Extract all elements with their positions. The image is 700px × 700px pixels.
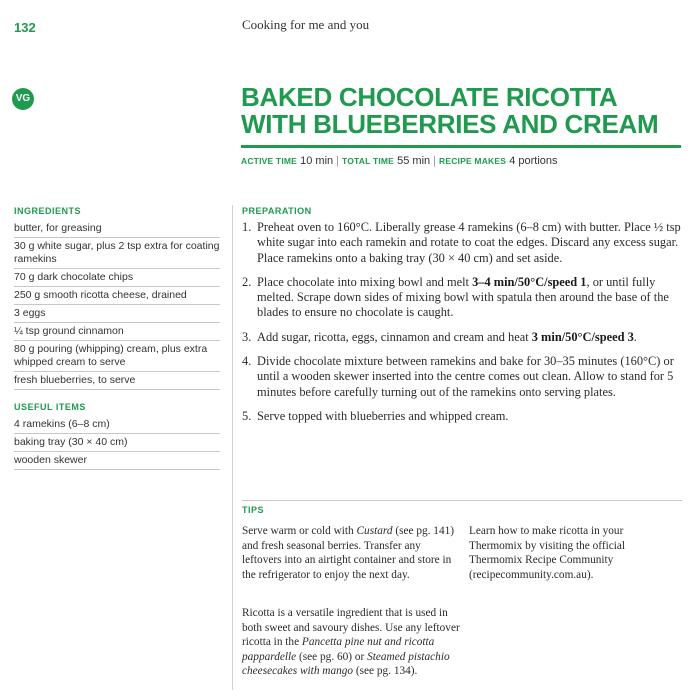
ingredient-item: butter, for greasing: [14, 220, 220, 238]
step-setting: 3–4 min/50°C/speed 1: [472, 274, 587, 289]
tips-divider: [242, 500, 682, 501]
ingredients-heading: INGREDIENTS: [14, 206, 82, 216]
preparation-steps: [242, 220, 682, 433]
tips-heading: TIPS: [242, 505, 265, 515]
recipe-reference: Steamed pistachio cheesecakes with mango: [242, 650, 450, 677]
ingredient-item: 3 eggs: [14, 305, 220, 323]
step-number: 3.: [242, 329, 252, 344]
step-number: 5.: [242, 408, 252, 423]
title-line-1: BAKED CHOCOLATE RICOTTA: [241, 82, 618, 112]
useful-item: wooden skewer: [14, 452, 220, 470]
step-4: [242, 354, 682, 400]
ingredient-item: 80 g pouring (whipping) cream, plus extra whipped cream to serve: [14, 341, 220, 372]
vegetarian-badge-icon: VG: [12, 88, 34, 110]
step-5: [242, 409, 682, 424]
preparation-heading: PREPARATION: [242, 206, 312, 216]
useful-item: baking tray (30 × 40 cm): [14, 434, 220, 452]
useful-items-list: [14, 416, 220, 470]
useful-item: 4 ramekins (6–8 cm): [14, 416, 220, 434]
recipe-makes-value: 4 portions: [509, 155, 558, 167]
recipe-reference: Pancetta pine nut and ricotta pappardelle: [242, 636, 435, 663]
step-number: 4.: [242, 354, 252, 369]
step-text: Add sugar, ricotta, eggs, cinnamon and cream and heat: [257, 329, 532, 344]
step-text: Place chocolate into mixing bowl and melt: [257, 274, 473, 289]
ingredients-list: [14, 220, 220, 390]
step-text: Serve topped with blueberries and whipped cream.: [257, 408, 509, 423]
step-text: Preheat oven to 160°C. Liberally grease 4 ramekins (6–8 cm) with butter. Place ½ tsp white sugar into each ramekin and rotate to coat the edges. Discard any excess sugar. Place ramekins onto a baking tray (30 × 40 cm) and set aside.: [257, 220, 681, 265]
total-time-label: TOTAL TIME: [342, 156, 395, 166]
page-number: 132: [14, 20, 36, 35]
step-text: Divide chocolate mixture between ramekins and bake for 30–35 minutes (160°C) or until a wooden skewer inserted into the centre comes out clean. Allow to stand for 5 minutes before carefully turning out of the ramekins onto serving plates.: [257, 354, 674, 399]
step-3: [242, 330, 682, 345]
step-text-after: .: [633, 329, 637, 344]
ingredient-item: 30 g white sugar, plus 2 tsp extra for coating ramekins: [14, 238, 220, 269]
ingredient-item: 70 g dark chocolate chips: [14, 269, 220, 287]
recipe-reference: Custard: [356, 525, 393, 537]
title-line-2: WITH BLUEBERRIES AND CREAM: [241, 109, 659, 139]
useful-items-heading: USEFUL ITEMS: [14, 402, 86, 412]
recipe-meta: ACTIVE TIME 10 min | TOTAL TIME 55 min | RECIPE MAKES 4 portions: [241, 155, 558, 167]
step-number: 2.: [242, 274, 252, 289]
tip-leftover-ricotta: Ricotta is a versatile ingredient that is used in both sweet and savoury dishes. Use any leftover ricotta in the Pancetta pine nut and ricotta pappardelle (see pg. 60) or Steamed pistachio cheesecakes with mango (see pg. 134).: [242, 607, 460, 677]
tip-make-ricotta: Learn how to make ricotta in your Thermomix by visiting the official Thermomix Recipe Community (recipecommunity.com.au).: [469, 525, 626, 581]
step-1: [242, 220, 682, 266]
title-divider: [241, 145, 681, 148]
ingredient-item: ¼ tsp ground cinnamon: [14, 323, 220, 341]
active-time-value: 10 min: [300, 155, 334, 167]
step-text-after: , or until fully melted. Scrape down sides of mixing bowl with spatula then around the base of the blades to ensure no chocolate is caught.: [257, 274, 669, 320]
running-head: Cooking for me and you: [242, 17, 370, 32]
tip-serving: Serve warm or cold with Custard (see pg. 141) and fresh seasonal berries. Transfer any leftovers into an airtight container and store in the refrigerator to enjoy the next day.: [242, 525, 455, 581]
ingredient-item: 250 g smooth ricotta cheese, drained: [14, 287, 220, 305]
active-time-label: ACTIVE TIME: [241, 156, 298, 166]
recipe-title: [241, 84, 691, 138]
ingredient-item: fresh blueberries, to serve: [14, 372, 220, 390]
step-number: 1.: [242, 220, 252, 234]
column-divider: [232, 205, 233, 690]
total-time-value: 55 min: [397, 155, 431, 167]
step-2: [242, 275, 682, 321]
recipe-makes-label: RECIPE MAKES: [439, 156, 507, 166]
step-setting: 3 min/50°C/speed 3: [531, 329, 634, 344]
